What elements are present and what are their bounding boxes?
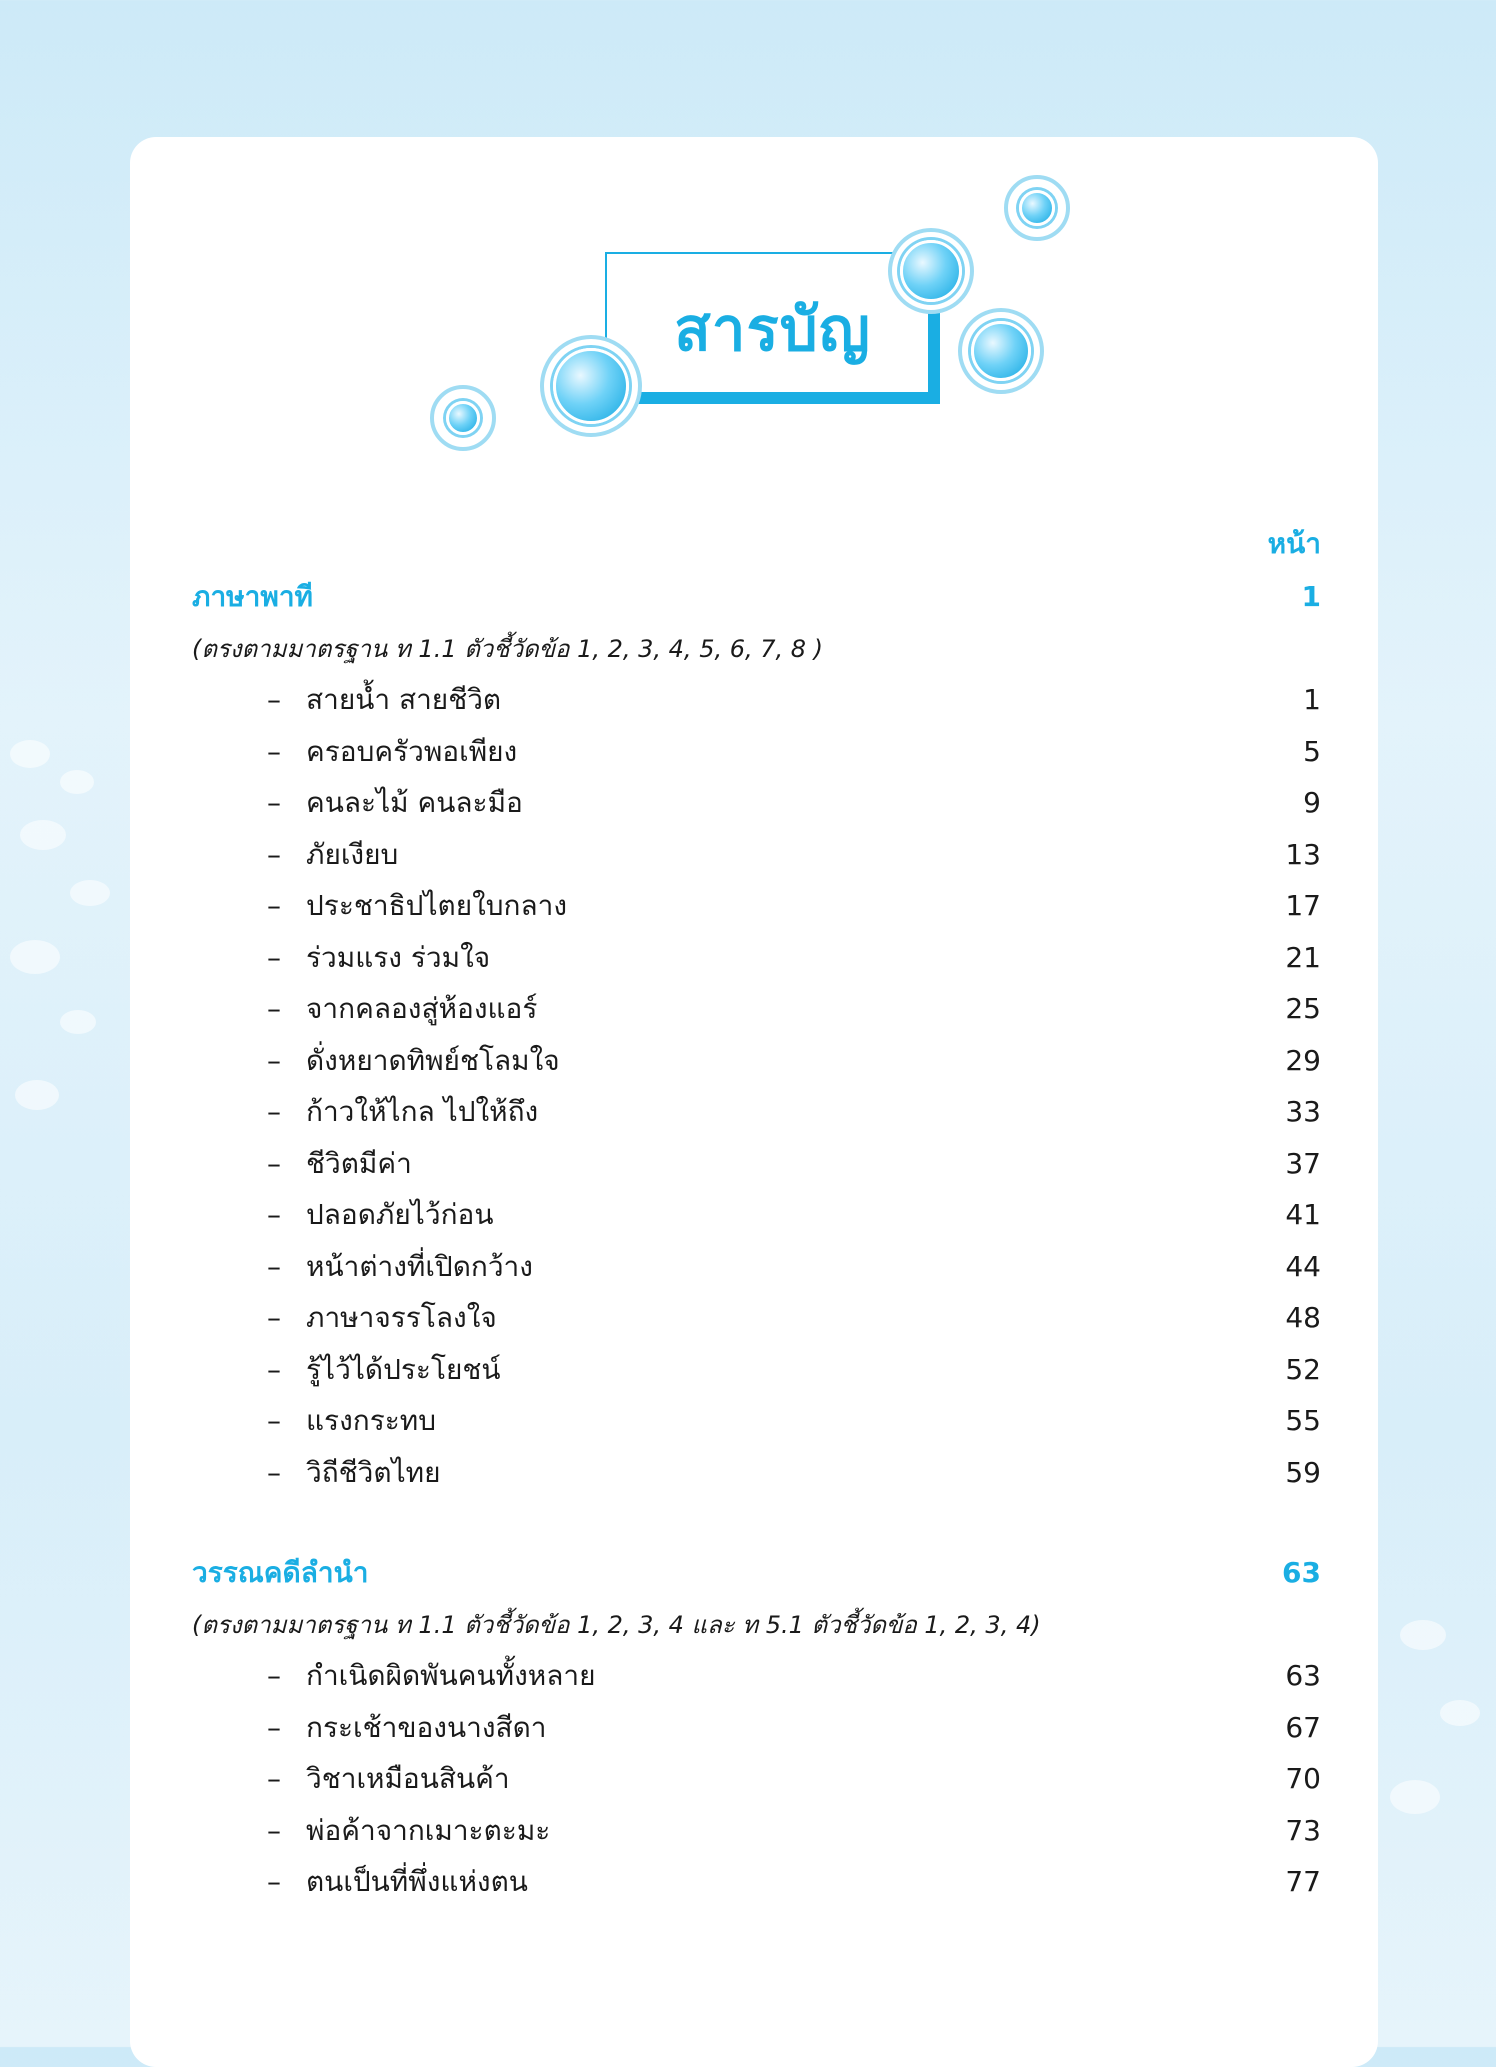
section-page-number: 63	[1282, 1556, 1321, 1589]
toc-item-page-number: 1	[1303, 683, 1321, 716]
toc-item-page-number: 37	[1285, 1146, 1321, 1180]
toc-item[interactable]	[0, 1654, 1496, 1698]
toc-item-page-number: 5	[1303, 734, 1321, 768]
toc-item-label: ร่วมแรง ร่วมใจ	[306, 940, 491, 974]
toc-item-dash: –	[267, 1301, 281, 1334]
toc-item[interactable]	[0, 1757, 1496, 1801]
toc-item-page-number: 41	[1285, 1198, 1321, 1231]
toc-item-label: ตนเป็นที่พึ่งแห่งตน	[306, 1865, 528, 1898]
toc-item[interactable]	[0, 781, 1496, 825]
toc-item-label: ภาษาจรรโลงใจ	[306, 1301, 497, 1334]
toc-item-dash: –	[267, 940, 281, 974]
toc-item-dash: –	[267, 1455, 281, 1489]
toc-item-label: หน้าต่างที่เปิดกว้าง	[306, 1249, 533, 1283]
toc-item[interactable]	[0, 833, 1496, 877]
toc-item-label: ชีวิตมีค่า	[306, 1146, 412, 1180]
toc-item[interactable]	[0, 1039, 1496, 1083]
page-column-label: หน้า	[1267, 527, 1321, 560]
toc-item-page-number: 17	[1285, 889, 1321, 922]
toc-item-label: ก้าวให้ไกล ไปให้ถึง	[306, 1095, 539, 1128]
toc-item-dash: –	[267, 1813, 281, 1847]
toc-item-label: กำเนิดผิดพันคนทั้งหลาย	[306, 1659, 596, 1692]
page-title: สารบัญ	[674, 295, 871, 365]
toc-item-label: ประชาธิปไตยใบกลาง	[306, 889, 568, 922]
toc-item[interactable]	[0, 1706, 1496, 1750]
toc-item-dash: –	[267, 1043, 281, 1077]
toc-item-dash: –	[267, 1249, 281, 1283]
toc-item-label: แรงกระทบ	[306, 1404, 437, 1437]
toc-item-dash: –	[267, 889, 281, 922]
toc-item[interactable]	[0, 987, 1496, 1031]
toc-item-dash: –	[267, 1352, 281, 1386]
bubble-decoration	[888, 228, 974, 314]
toc-item-dash: –	[267, 1659, 281, 1692]
toc-item[interactable]	[0, 936, 1496, 980]
bubble-decoration	[1004, 175, 1070, 241]
toc-item-label: คนละไม้ คนละมือ	[306, 786, 523, 819]
toc-item-page-number: 33	[1285, 1095, 1321, 1128]
toc-item-dash: –	[267, 1095, 281, 1128]
toc-item[interactable]	[0, 1296, 1496, 1340]
section-standard-note: (ตรงตามมาตรฐาน ท 1.1 ตัวชี้วัดข้อ 1, 2, 3, 4 และ ท 5.1 ตัวชี้วัดข้อ 1, 2, 3, 4)	[192, 1611, 1041, 1639]
toc-item-label: วิชาเหมือนสินค้า	[306, 1762, 510, 1795]
toc-item[interactable]	[0, 730, 1496, 774]
bubble-decoration	[958, 308, 1044, 394]
bubble-decoration	[430, 385, 496, 451]
toc-item-dash: –	[267, 734, 281, 768]
toc-item-dash: –	[267, 837, 281, 871]
toc-item[interactable]	[0, 1860, 1496, 1904]
toc-item-label: สายน้ำ สายชีวิต	[306, 683, 502, 716]
toc-item-page-number: 70	[1285, 1762, 1321, 1795]
toc-item[interactable]	[0, 1090, 1496, 1134]
toc-item[interactable]	[0, 1348, 1496, 1392]
toc-item-dash: –	[267, 1404, 281, 1437]
toc-item-page-number: 63	[1285, 1659, 1321, 1692]
toc-item-label: ครอบครัวพอเพียง	[306, 734, 518, 768]
toc-item[interactable]	[0, 1451, 1496, 1495]
toc-item-page-number: 25	[1285, 992, 1321, 1025]
toc-item-dash: –	[267, 1762, 281, 1795]
toc-item-page-number: 48	[1285, 1301, 1321, 1334]
toc-item-page-number: 55	[1285, 1404, 1321, 1437]
toc-item[interactable]	[0, 1809, 1496, 1853]
toc-item-dash: –	[267, 1865, 281, 1898]
toc-item[interactable]	[0, 884, 1496, 928]
toc-item-page-number: 77	[1285, 1865, 1321, 1898]
toc-item-label: รู้ไว้ได้ประโยชน์	[306, 1352, 501, 1386]
toc-item[interactable]	[0, 1245, 1496, 1289]
toc-item-page-number: 52	[1285, 1352, 1321, 1386]
toc-item-label: จากคลองสู่ห้องแอร์	[306, 992, 538, 1025]
toc-item-dash: –	[267, 992, 281, 1025]
section-title[interactable]: วรรณคดีลำนำ	[192, 1556, 369, 1589]
toc-item-label: กระเช้าของนางสีดา	[306, 1710, 547, 1744]
toc-item-page-number: 29	[1285, 1043, 1321, 1077]
toc-item-page-number: 21	[1285, 940, 1321, 974]
toc-item-page-number: 59	[1285, 1455, 1321, 1489]
toc-item-page-number: 9	[1303, 786, 1321, 819]
toc-item-label: พ่อค้าจากเมาะตะมะ	[306, 1813, 551, 1847]
toc-item-label: วิถีชีวิตไทย	[306, 1455, 441, 1489]
section-page-number: 1	[1301, 580, 1321, 613]
toc-item-dash: –	[267, 683, 281, 716]
toc-item-dash: –	[267, 786, 281, 819]
toc-item[interactable]	[0, 678, 1496, 722]
toc-item[interactable]	[0, 1193, 1496, 1237]
toc-item[interactable]	[0, 1142, 1496, 1186]
toc-item-dash: –	[267, 1710, 281, 1744]
toc-item[interactable]	[0, 1399, 1496, 1443]
toc-item-page-number: 73	[1285, 1813, 1321, 1847]
toc-item-page-number: 13	[1285, 837, 1321, 871]
toc-item-dash: –	[267, 1198, 281, 1231]
toc-item-dash: –	[267, 1146, 281, 1180]
toc-item-label: ปลอดภัยไว้ก่อน	[306, 1198, 494, 1231]
toc-item-label: ดั่งหยาดทิพย์ชโลมใจ	[306, 1043, 560, 1077]
toc-item-label: ภัยเงียบ	[306, 837, 399, 871]
section-standard-note: (ตรงตามมาตรฐาน ท 1.1 ตัวชี้วัดข้อ 1, 2, 3, 4, 5, 6, 7, 8 )	[192, 635, 824, 663]
toc-item-page-number: 67	[1285, 1710, 1321, 1744]
section-title[interactable]: ภาษาพาที	[192, 580, 313, 613]
bubble-decoration	[540, 335, 642, 437]
toc-item-page-number: 44	[1285, 1249, 1321, 1283]
